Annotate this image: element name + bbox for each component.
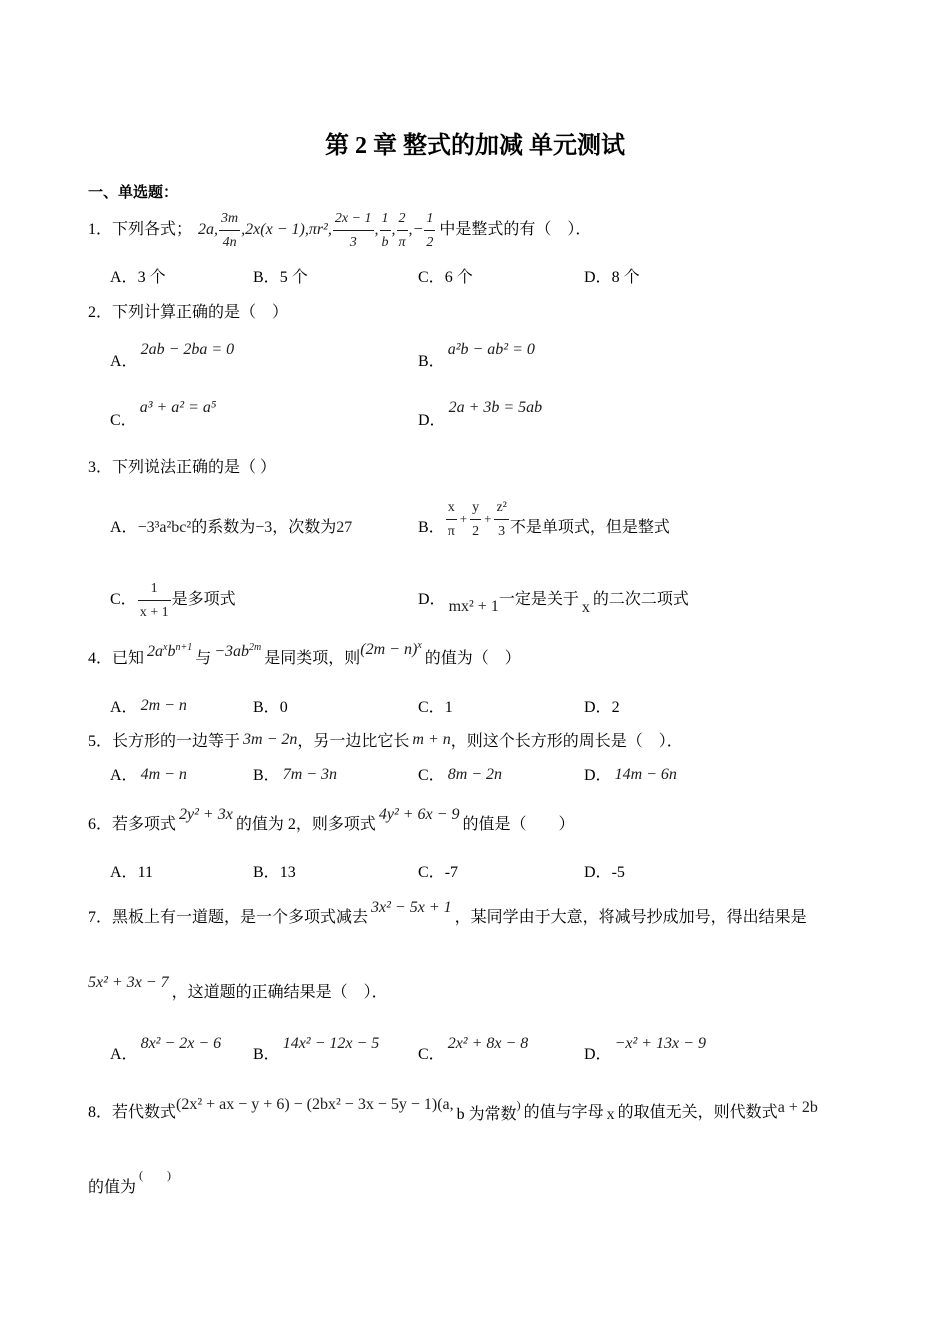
plus-sign: + — [484, 511, 492, 526]
question-2-stem — [88, 298, 288, 328]
fraction — [380, 209, 391, 252]
question-text: 若代数式 — [112, 1104, 177, 1121]
math-term: , — [391, 221, 396, 238]
question-number: 2． — [88, 304, 113, 321]
fraction — [333, 209, 374, 252]
question-7-stem-continued — [88, 974, 388, 1008]
option-math: a²b − ab² = 0 — [447, 341, 535, 358]
numerator: 3m — [221, 210, 239, 226]
option-text: 8 个 — [611, 269, 640, 286]
math-term: x — [606, 1106, 615, 1123]
option-a — [110, 1035, 222, 1070]
numerator: 2x − 1 — [334, 210, 372, 226]
option-c — [110, 399, 217, 436]
option-text: 5 个 — [279, 269, 308, 286]
numerator: y — [472, 499, 480, 515]
question-text: 的值与字母 — [523, 1104, 604, 1121]
option-text: 6 个 — [444, 269, 473, 286]
option-label: D． — [418, 412, 446, 429]
fraction — [494, 498, 508, 541]
option-label: A． — [110, 269, 138, 286]
option-text: 2 — [611, 699, 620, 716]
denominator: 3 — [349, 234, 357, 250]
math-base: (2m − n) — [360, 641, 418, 658]
question-text: 长方形的一边等于 — [112, 733, 241, 750]
denominator: b — [381, 234, 389, 250]
question-text: 是同类项，则 — [264, 650, 361, 667]
option-label: B． — [418, 519, 445, 536]
option-label: C． — [110, 412, 137, 429]
option-text: 0 — [279, 699, 288, 716]
option-math: 2a + 3b = 5ab — [448, 399, 543, 416]
option-d — [584, 1035, 706, 1070]
math-term: (2x² + ax − y + 6) − (2bx² − 3x − 5y − 1)(a, — [176, 1096, 454, 1113]
option-a — [110, 858, 153, 888]
fraction — [138, 579, 171, 622]
option-d — [418, 399, 543, 436]
option-text: 不是单项式，但是整式 — [509, 519, 670, 536]
option-text: ，次数为 — [272, 519, 337, 536]
math-exponent: x — [163, 642, 168, 653]
option-b — [253, 263, 308, 293]
section-heading-text: 一、单选题： — [88, 185, 179, 201]
question-text: b 为常数 — [456, 1106, 517, 1123]
option-label: C． — [110, 591, 137, 608]
question-8-stem-continued — [88, 1168, 172, 1203]
option-label: A． — [110, 767, 138, 784]
question-text: 下列说法正确的是（ ） — [112, 459, 277, 476]
math-exponent: n+1 — [175, 642, 193, 653]
option-math: a³ + a² = a⁵ — [139, 399, 217, 416]
option-text: -5 — [611, 864, 625, 881]
option-text: 3 个 — [137, 269, 166, 286]
option-math: 2ab − 2ba = 0 — [140, 341, 235, 358]
option-label: C． — [418, 864, 445, 881]
option-b — [418, 499, 670, 553]
math-base: b — [167, 643, 176, 660]
option-math: 7m − 3n — [282, 766, 338, 783]
option-b — [253, 1035, 380, 1070]
option-math: 14x² − 12x − 5 — [282, 1035, 380, 1052]
denominator: 4n — [222, 234, 237, 250]
option-b — [418, 341, 535, 377]
option-label: A． — [110, 864, 138, 881]
option-text: 11 — [137, 864, 153, 881]
option-text: 的系数为 — [191, 519, 256, 536]
option-c — [110, 575, 236, 625]
math-term: 2a, — [198, 221, 219, 238]
option-text: -7 — [444, 864, 459, 881]
option-label: C． — [418, 699, 445, 716]
question-text: 中是整式的有（ ）． — [439, 221, 592, 238]
option-text: 13 — [279, 864, 296, 881]
option-label: A． — [110, 699, 138, 716]
option-c — [418, 1035, 529, 1070]
math-term — [147, 642, 192, 662]
option-label: B． — [253, 269, 280, 286]
math-term: a + 2b — [777, 1099, 818, 1116]
option-d — [584, 761, 677, 791]
fraction — [397, 209, 408, 252]
math-term: ,− — [408, 221, 424, 238]
page-title: 第 2 章 整式的加减 单元测试 — [325, 132, 625, 159]
option-math: x — [581, 599, 590, 616]
question-7-stem — [88, 899, 807, 933]
question-4-stem — [88, 640, 521, 674]
math-term: 2y² + 3x — [179, 806, 233, 823]
math-term: , — [374, 221, 379, 238]
option-label: D． — [584, 767, 612, 784]
fraction — [219, 209, 240, 252]
option-d — [418, 585, 689, 615]
question-text: 下列各式； — [112, 221, 193, 238]
question-text: 与 — [195, 650, 212, 667]
math-term: 3x² − 5x + 1 — [371, 899, 452, 916]
math-exponent: x — [417, 640, 422, 651]
option-text: 1 — [444, 699, 453, 716]
question-text: 的值为（ ） — [424, 650, 521, 667]
option-label: C． — [418, 269, 445, 286]
plus-sign: + — [459, 511, 468, 526]
option-label: B． — [253, 767, 280, 784]
question-text: ，某同学由于大意，将减号抄成加号，得出结果是 — [454, 909, 807, 926]
option-a — [110, 761, 187, 791]
option-math: −3 — [255, 519, 273, 536]
question-text: 的值是（ ） — [462, 816, 575, 833]
option-label: A． — [110, 519, 138, 536]
question-text: 的取值无关，则代数式 — [617, 1104, 778, 1121]
question-number: 5． — [88, 733, 113, 750]
option-label: D． — [584, 864, 612, 881]
option-b — [253, 693, 288, 723]
option-math: 14m − 6n — [614, 766, 677, 783]
denominator: 3 — [498, 523, 506, 539]
question-text: 的值为 — [88, 1179, 137, 1196]
option-label: D． — [584, 699, 612, 716]
fraction — [470, 498, 481, 541]
option-a — [110, 693, 187, 723]
option-label: A． — [110, 353, 138, 370]
question-6-stem — [88, 806, 575, 840]
denominator: π — [447, 523, 455, 539]
denominator: 2 — [472, 523, 480, 539]
question-1-stem — [88, 205, 591, 255]
question-text: 的值为 2，则多项式 — [235, 816, 376, 833]
option-text: 是多项式 — [171, 591, 236, 608]
question-number: 8． — [88, 1104, 113, 1121]
option-math: mx² + 1 — [448, 598, 499, 615]
option-math: −x² + 13x − 9 — [614, 1035, 706, 1052]
question-text: ，则这个长方形的周长是（ ）． — [450, 733, 683, 750]
option-label: A． — [110, 1046, 138, 1063]
numerator: z² — [496, 499, 507, 515]
question-3-stem — [88, 453, 276, 483]
option-a — [110, 341, 235, 377]
question-number: 1． — [88, 221, 113, 238]
math-exponent: 2m — [249, 642, 262, 653]
option-text: 的二次二项式 — [592, 591, 689, 608]
option-math: 4m − n — [140, 766, 187, 783]
math-term — [214, 642, 261, 662]
option-math: 27 — [336, 519, 353, 536]
question-text: 黑板上有一道题，是一个多项式减去 — [112, 909, 369, 926]
option-b — [253, 761, 337, 791]
option-math: 8x² − 2x − 6 — [140, 1035, 222, 1052]
option-label: C． — [418, 767, 445, 784]
option-math: −3³a²bc² — [137, 519, 192, 536]
question-number: 6． — [88, 816, 113, 833]
section-heading — [88, 178, 178, 208]
option-b — [253, 858, 296, 888]
math-term: m + n — [412, 731, 451, 748]
fraction — [446, 498, 457, 541]
option-math: 8m − 2n — [447, 766, 503, 783]
math-term: ) — [516, 1098, 521, 1112]
option-label: B． — [253, 864, 280, 881]
option-label: D． — [418, 591, 446, 608]
math-term: ,2x(x − 1),πr², — [241, 221, 332, 238]
numerator: 2 — [398, 210, 406, 226]
question-text: ，另一边比它长 — [297, 733, 410, 750]
math-base: 2a — [147, 643, 164, 660]
option-label: B． — [418, 353, 445, 370]
question-number: 3． — [88, 459, 113, 476]
math-term — [360, 640, 421, 660]
option-c — [418, 693, 453, 723]
option-text: 一定是关于 — [498, 591, 579, 608]
option-label: C． — [418, 1046, 445, 1063]
denominator: 2 — [426, 234, 434, 250]
question-5-stem — [88, 727, 683, 757]
math-term: 3m − 2n — [243, 731, 298, 748]
answer-parentheses: ( ) — [139, 1168, 172, 1182]
question-text: 下列计算正确的是（ ） — [112, 304, 289, 321]
option-a — [110, 263, 166, 293]
option-label: D． — [584, 269, 612, 286]
fraction — [424, 209, 435, 252]
math-term: 4y² + 6x − 9 — [378, 806, 460, 823]
option-a — [110, 513, 352, 543]
option-label: B． — [253, 699, 280, 716]
numerator: x — [447, 499, 455, 515]
option-d — [584, 858, 625, 888]
numerator: 1 — [426, 210, 434, 226]
denominator: π — [398, 234, 406, 250]
question-number: 7． — [88, 909, 113, 926]
numerator: 1 — [150, 580, 158, 596]
option-d — [584, 263, 640, 293]
question-text: ，这道题的正确结果是（ ）． — [171, 984, 388, 1001]
option-d — [584, 693, 620, 723]
option-c — [418, 761, 502, 791]
question-text: 若多项式 — [112, 816, 177, 833]
option-math: 2x² + 8x − 8 — [447, 1035, 529, 1052]
denominator: x + 1 — [139, 604, 169, 620]
option-label: D． — [584, 1046, 612, 1063]
option-math: 2m − n — [140, 697, 187, 714]
math-base: −3ab — [214, 643, 250, 660]
option-c — [418, 858, 458, 888]
math-term: 5x² + 3x − 7 — [88, 974, 169, 991]
question-8-stem — [88, 1098, 818, 1128]
numerator: 1 — [381, 210, 389, 226]
question-number: 4． — [88, 650, 113, 667]
question-text: 已知 — [112, 650, 145, 667]
option-label: B． — [253, 1046, 280, 1063]
option-c — [418, 263, 473, 293]
